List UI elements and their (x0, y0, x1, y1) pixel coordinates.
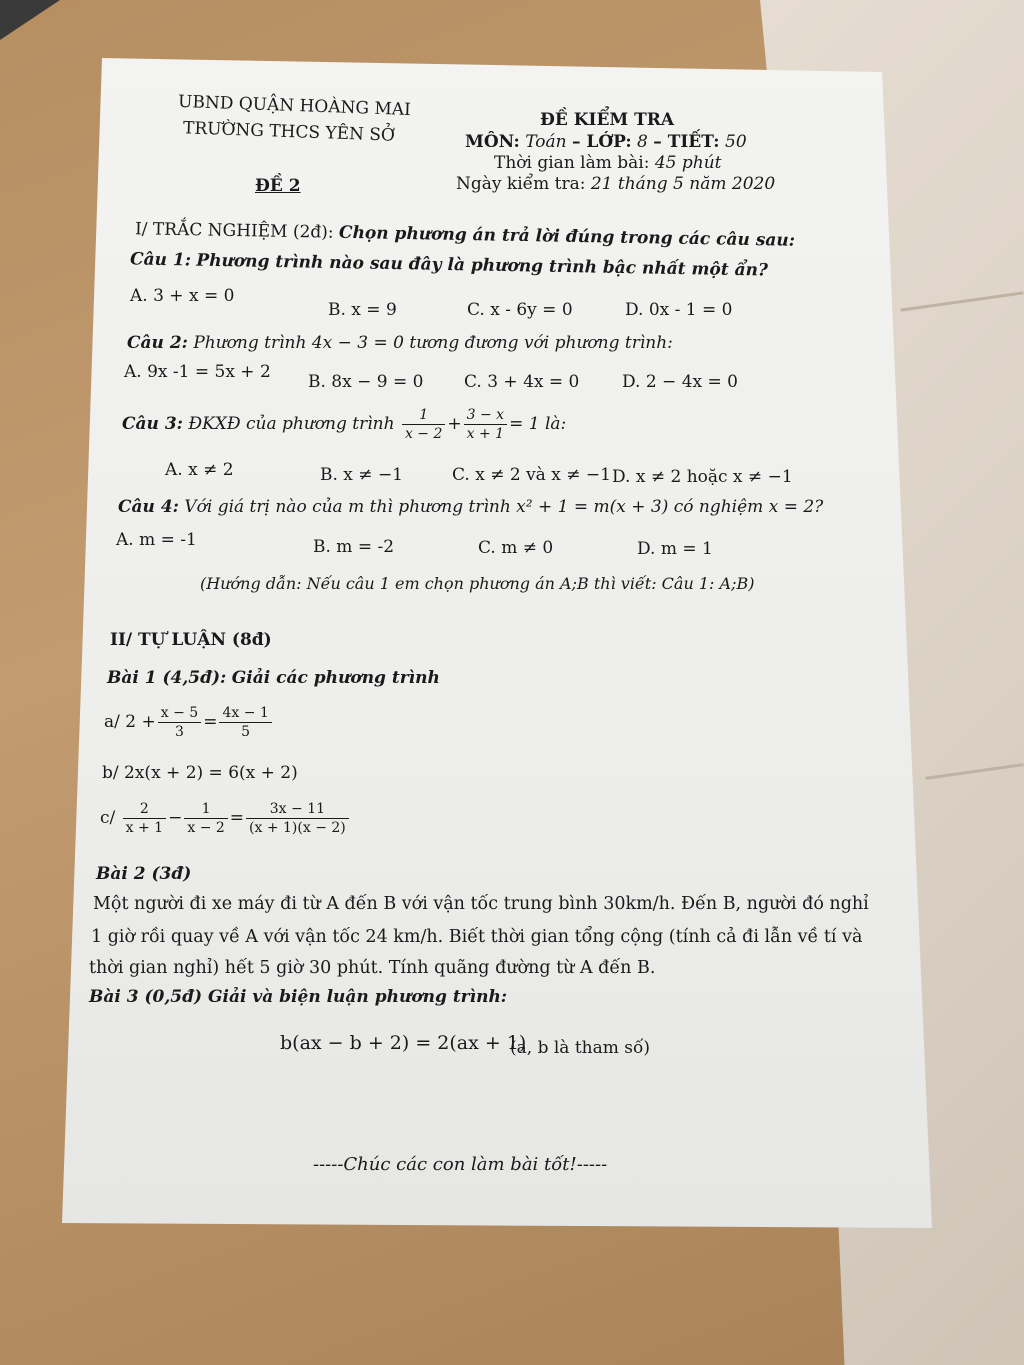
q4-line (118, 497, 823, 517)
q2-option-c: C. 3 + 4x = 0 (464, 372, 580, 392)
bai1-b-label: b/ (102, 763, 119, 783)
duration-line (494, 153, 722, 173)
q2-option-b: B. 8x − 9 = 0 (308, 372, 424, 392)
duration-value: 45 phút (654, 153, 722, 173)
bai2-line-1: Một người đi xe máy đi từ A đến B với vận tốc trung bình 30km/h. Đến B, người đó nghỉ (93, 894, 869, 914)
bai1-c-f3-den: (x + 1)(x − 2) (249, 820, 346, 836)
q3-option-c: C. x ≠ 2 và x ≠ −1 (452, 465, 611, 485)
exam-code: ĐỀ 2 (255, 176, 301, 196)
q3-tail: là: (544, 414, 567, 434)
answer-guide: (Hướng dẫn: Nếu câu 1 em chọn phương án A;B thì viết: Câu 1: A;B) (200, 574, 755, 593)
bai1-a-label: a/ (104, 712, 120, 732)
q3-plus: + (447, 414, 462, 434)
q3-fraction-2 (464, 406, 507, 443)
subject-line (465, 132, 747, 152)
bai1-a-f2-num: 4x − 1 (219, 704, 271, 723)
bai1-text: Giải các phương trình (231, 668, 440, 688)
period-label: – TIẾT: (653, 132, 720, 152)
bai3-text: Giải và biện luận phương trình: (207, 987, 508, 1007)
bai1-b-text: 2x(x + 2) = 6(x + 2) (124, 763, 298, 783)
bai1-b (102, 763, 298, 783)
part1-heading: I/ TRẮC NGHIỆM (2đ): (134, 219, 334, 243)
q4-option-c: C. m ≠ 0 (478, 538, 554, 558)
bai1-c-fraction-1 (123, 800, 166, 837)
date-label: Ngày kiểm tra: (456, 174, 586, 194)
bai1-c-label: c/ (100, 808, 116, 828)
q3-label: Câu 3: (122, 414, 183, 434)
q2-text: Phương trình 4x − 3 = 0 tương đương với phương trình: (193, 333, 673, 353)
bai3-line (89, 987, 507, 1007)
q2-option-d: D. 2 − 4x = 0 (622, 372, 738, 392)
bai1-a-f1-den: 3 (175, 724, 184, 740)
q1-option-b: B. x = 9 (328, 300, 397, 320)
q4-text: Với giá trị nào của m thì phương trình x² + 1 = m(x + 3) có nghiệm x = 2? (184, 497, 824, 517)
bai3-equation: b(ax − b + 2) = 2(ax + 1) (280, 1032, 527, 1054)
q3-frac1-num: 1 (402, 406, 445, 425)
class-value: 8 (637, 132, 648, 152)
bai1-line (107, 668, 440, 688)
bai1-a-fraction-2 (219, 704, 271, 741)
q3-frac2-num: 3 − x (464, 406, 507, 425)
bai1-c-f2-num: 1 (184, 800, 227, 819)
q1-option-d: D. 0x - 1 = 0 (625, 300, 733, 320)
duration-label: Thời gian làm bài: (494, 153, 650, 173)
bai1-c (100, 800, 351, 837)
q3-option-b: B. x ≠ −1 (320, 465, 403, 485)
q2-line (127, 333, 673, 353)
exam-title: ĐỀ KIỂM TRA (540, 110, 675, 130)
bai1-c-fraction-3 (246, 800, 349, 837)
part1-instruction: Chọn phương án trả lời đúng trong các câu sau: (338, 222, 796, 251)
date-value: 21 tháng 5 năm 2020 (590, 174, 776, 194)
q3-option-a: A. x ≠ 2 (165, 460, 234, 480)
bai1-a-fraction-1 (158, 704, 201, 741)
bai1-a-eq: = (203, 712, 218, 732)
q3-text: ĐKXĐ của phương trình (188, 414, 395, 434)
bai3-note: (a, b là tham số) (510, 1038, 651, 1058)
closing-message: -----Chúc các con làm bài tốt!----- (313, 1154, 608, 1175)
q3-fraction-1 (402, 406, 445, 443)
q1-text: Phương trình nào sau đây là phương trình bậc nhất một ẩn? (196, 250, 769, 281)
district-name: UBND QUẬN HOÀNG MAI (177, 91, 412, 121)
q2-label: Câu 2: (127, 333, 188, 353)
q3-frac1-den: x − 2 (404, 426, 443, 442)
bai1-c-f1-num: 2 (123, 800, 166, 819)
q4-label: Câu 4: (118, 497, 179, 517)
bai1-c-eq: = (229, 808, 245, 828)
part2-heading: II/ TỰ LUẬN (8đ) (110, 630, 272, 650)
q4-option-b: B. m = -2 (313, 537, 395, 557)
school-name: TRƯỜNG THCS YÊN SỞ (182, 118, 396, 146)
subject-value: Toán (525, 132, 567, 152)
bai1-a-f1-num: x − 5 (158, 704, 201, 723)
bai2-label: Bài 2 (3đ) (96, 864, 192, 884)
bai1-c-f3-num: 3x − 11 (246, 800, 349, 819)
bai1-a-lhs: 2 + (125, 712, 156, 732)
q3-line (122, 406, 566, 443)
q3-frac2-den: x + 1 (466, 426, 505, 442)
bai2-line-2: 1 giờ rồi quay về A với vận tốc 24 km/h. Biết thời gian tổng cộng (tính cả đi lẫn về tí và (91, 927, 863, 947)
bai1-c-f2-den: x − 2 (187, 820, 225, 836)
bai1-c-minus: − (168, 808, 183, 828)
bai1-c-f1-den: x + 1 (125, 820, 164, 836)
q1-option-c: C. x - 6y = 0 (467, 300, 573, 320)
class-label: – LỚP: (572, 132, 632, 152)
bai1-c-fraction-2 (184, 800, 227, 837)
subject-label: MÔN: (465, 132, 520, 152)
bai3-label: Bài 3 (0,5đ) (89, 987, 203, 1007)
period-value: 50 (725, 132, 747, 152)
bai1-label: Bài 1 (4,5đ): (107, 668, 227, 688)
q4-option-a: A. m = -1 (116, 530, 197, 550)
q2-option-a: A. 9x -1 = 5x + 2 (124, 362, 271, 382)
date-line (456, 174, 775, 194)
q3-option-d: D. x ≠ 2 hoặc x ≠ −1 (612, 467, 793, 487)
bai1-a-f2-den: 5 (241, 724, 251, 740)
q1-label: Câu 1: (129, 249, 192, 271)
q1-option-a: A. 3 + x = 0 (130, 286, 235, 306)
bai1-a (104, 704, 274, 741)
q3-rhs: = 1 (509, 414, 540, 434)
q4-option-d: D. m = 1 (637, 539, 713, 559)
bai2-line-3: thời gian nghỉ) hết 5 giờ 30 phút. Tính quãng đường từ A đến B. (89, 958, 656, 978)
